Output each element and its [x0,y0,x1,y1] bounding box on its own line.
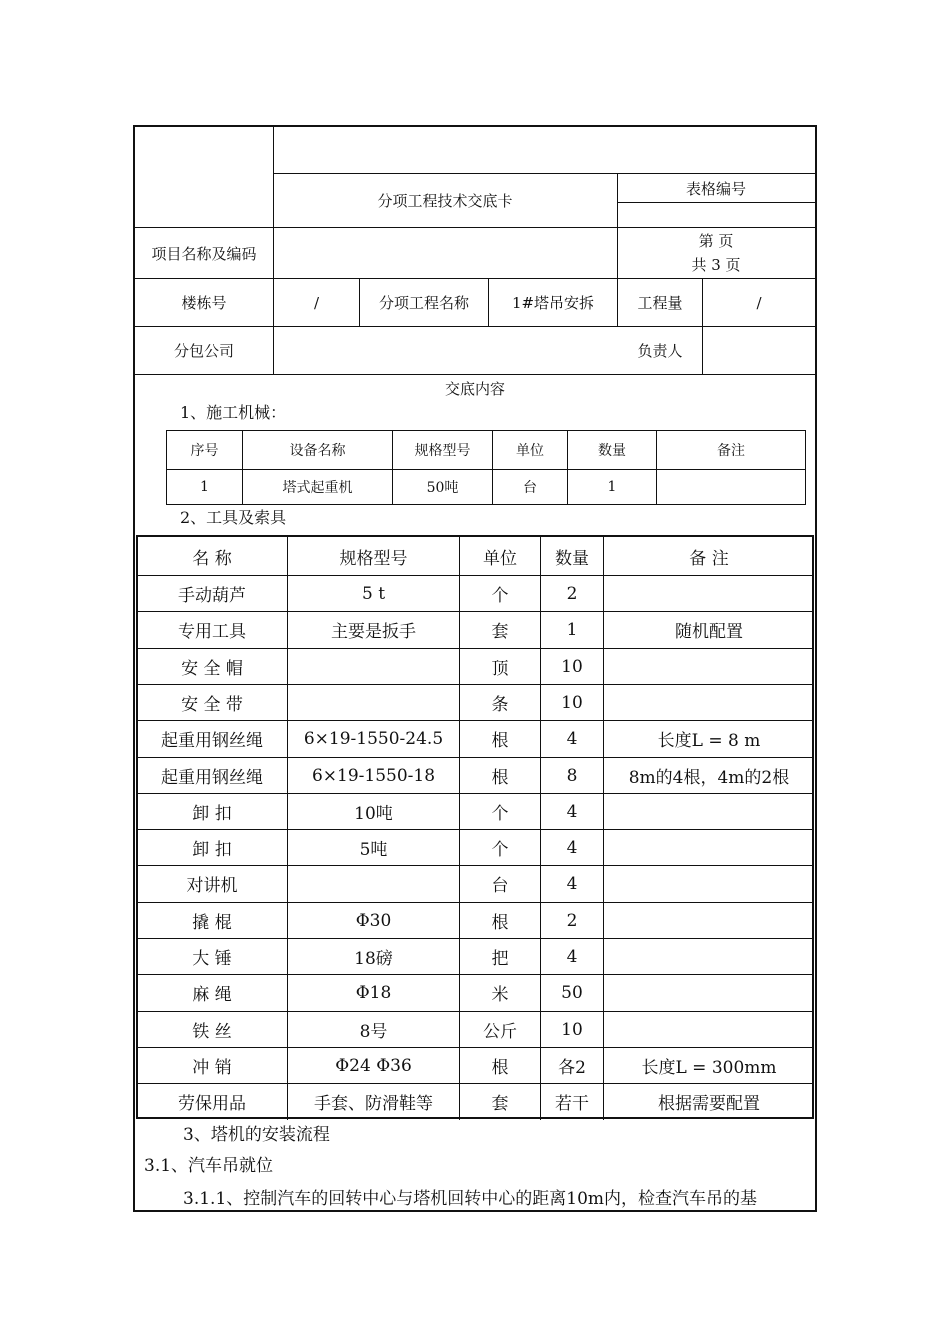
tools-table-cell: 卸 扣 [192,804,232,824]
subcontractor-label: 分包公司 [173,342,234,360]
machinery-cell: 1 [200,479,209,495]
tools-table-cell [604,939,814,974]
project-name-value[interactable] [274,228,617,278]
section1-title: 1、施工机械： [180,402,287,422]
tools-table-cell: 5吨 [359,840,388,860]
machinery-header-index: 序号 [190,443,219,459]
tools-table-cell: 起重用钢丝绳 [161,768,263,788]
tools-table-cell: 根 [491,913,509,933]
tools-header-remark: 备 注 [689,548,729,569]
tools-table-cell: 个 [491,804,509,824]
tools-table-cell: 专用工具 [178,622,246,642]
tools-table-cell: 6×19-1550-24.5 [303,728,444,749]
machinery-header-name: 设备名称 [289,443,346,459]
tools-table-cell: 4 [566,946,578,967]
building-label: 楼栋号 [181,294,227,312]
project-name-label: 项目名称及编码 [151,244,257,263]
tools-table-cell: 劳保用品 [178,1094,246,1114]
tools-table-cell [288,866,459,901]
tools-table-cell: 8m的4根，4m的2根 [628,768,790,788]
tools-table-cell: 5 t [361,583,386,604]
tools-table-cell [604,866,814,901]
responsible-label: 负责人 [637,342,683,360]
tools-table-cell: 安 全 帽 [181,659,243,679]
tools-table-cell: 把 [491,949,509,969]
tools-table-cell [604,1012,814,1047]
tools-table-cell [288,649,459,684]
tools-table-cell: 8号 [359,1022,388,1042]
tools-table-cell: 个 [491,586,509,606]
section3-title: 3、塔机的安装流程 [183,1124,330,1145]
grid-line [805,430,806,505]
tools-header-spec: 规格型号 [339,548,408,569]
grid-line [135,374,815,375]
tools-table-cell [604,975,814,1010]
tools-table-cell: 随机配置 [675,622,743,642]
tools-table-cell: 根 [491,1058,509,1078]
tools-table-cell: 2 [566,910,578,931]
tools-table-cell: 手套、防滑鞋等 [314,1094,433,1114]
machinery-header-spec: 规格型号 [414,443,471,459]
tools-table-cell: 根据需要配置 [658,1094,760,1114]
tools-table-cell: 撬 棍 [192,913,232,933]
tools-table-cell: 10 [561,656,583,677]
tools-table-cell [288,685,459,720]
machinery-header-remark: 备注 [717,443,745,459]
tools-table-cell: 4 [566,873,578,894]
tools-table-cell: 4 [566,728,578,749]
subitem-name-label: 分项工程名称 [378,294,469,312]
tools-table-cell: Φ24 Φ36 [335,1055,412,1076]
machinery-header-qty: 数量 [598,443,626,459]
form-number-value[interactable] [617,203,815,227]
tools-table-cell [604,830,814,865]
tools-table-cell [604,649,814,684]
machinery-cell [657,470,805,504]
tools-table-cell: 套 [491,1094,509,1114]
total-pages: 共 3 页 [691,255,741,274]
tools-table-cell: 长度L = 8 m [657,731,761,751]
tools-header-qty: 数量 [555,548,589,569]
tools-table-cell [604,685,814,720]
quantity-label: 工程量 [637,294,683,312]
quantity-value[interactable]: / [756,293,762,312]
tools-header-name: 名 称 [192,548,232,569]
building-value[interactable]: / [313,293,320,312]
tools-table-cell: 50 [561,982,583,1003]
content-title: 交底内容 [444,379,505,398]
tools-table-cell: 8 [566,765,578,786]
subitem-name-value[interactable]: 1#塔吊安拆 [511,294,595,312]
section3-sub1: 3.1、汽车吊就位 [144,1155,274,1176]
tools-header-unit: 单位 [483,548,517,569]
tools-table-cell: 大 锤 [192,949,232,969]
tools-table-cell: 起重用钢丝绳 [161,731,263,751]
section2-title: 2、工具及索具 [180,507,287,527]
tools-table-cell: 6×19-1550-18 [311,765,436,786]
card-title: 分项工程技术交底卡 [377,191,513,210]
tools-table-cell: 对讲机 [186,876,238,896]
tools-table-cell: 顶 [491,659,509,679]
tools-table-cell: 18磅 [354,949,393,969]
tools-table-cell: 主要是扳手 [331,622,416,642]
tools-table-cell: 4 [566,837,578,858]
tools-table-cell: 条 [491,695,509,715]
tools-table-cell: 冲 销 [192,1058,232,1078]
tools-table-cell: 根 [491,768,509,788]
tools-table-cell [604,576,814,611]
tools-table-cell: 长度L = 300mm [641,1058,777,1078]
tools-table-cell: 10吨 [354,804,393,824]
tools-table-cell: 套 [491,622,509,642]
subcontractor-value[interactable] [274,327,617,374]
machinery-cell: 塔式起重机 [282,480,353,496]
tools-table-cell: 1 [566,619,578,640]
tools-table-cell: 若干 [555,1094,589,1114]
tools-table-cell: 10 [561,692,583,713]
tools-table-cell: 10 [561,1019,583,1040]
form-number-label: 表格编号 [685,179,746,198]
machinery-cell: 台 [523,480,537,496]
tools-table-cell: Φ18 [355,982,392,1003]
responsible-value[interactable] [703,327,815,374]
tools-table-cell: 各2 [558,1058,586,1078]
tools-table-cell: 米 [491,985,509,1005]
tools-table-cell [604,794,814,829]
tools-table-cell: 麻 绳 [192,985,232,1005]
tools-table-cell: 2 [566,583,578,604]
tools-table-cell: 公斤 [483,1022,517,1042]
machinery-cell: 1 [607,479,617,495]
tools-table-cell: Φ30 [355,910,392,931]
tools-table-cell: 手动葫芦 [178,586,246,606]
page-number: 第 页 [698,231,734,250]
machinery-header-unit: 单位 [516,443,544,459]
tools-table-cell [604,903,814,938]
tools-table-cell: 个 [491,840,509,860]
tools-table-cell: 安 全 带 [181,695,243,715]
tools-table-cell: 台 [491,876,509,896]
tools-table-cell: 卸 扣 [192,840,232,860]
tools-table-cell: 4 [566,801,578,822]
tools-table-cell: 铁 丝 [192,1022,232,1042]
section3-para1: 3.1.1、控制汽车的回转中心与塔机回转中心的距离10m内，检查汽车吊的基 [183,1188,758,1209]
tools-table-cell: 根 [491,731,509,751]
machinery-cell: 50吨 [426,480,459,496]
